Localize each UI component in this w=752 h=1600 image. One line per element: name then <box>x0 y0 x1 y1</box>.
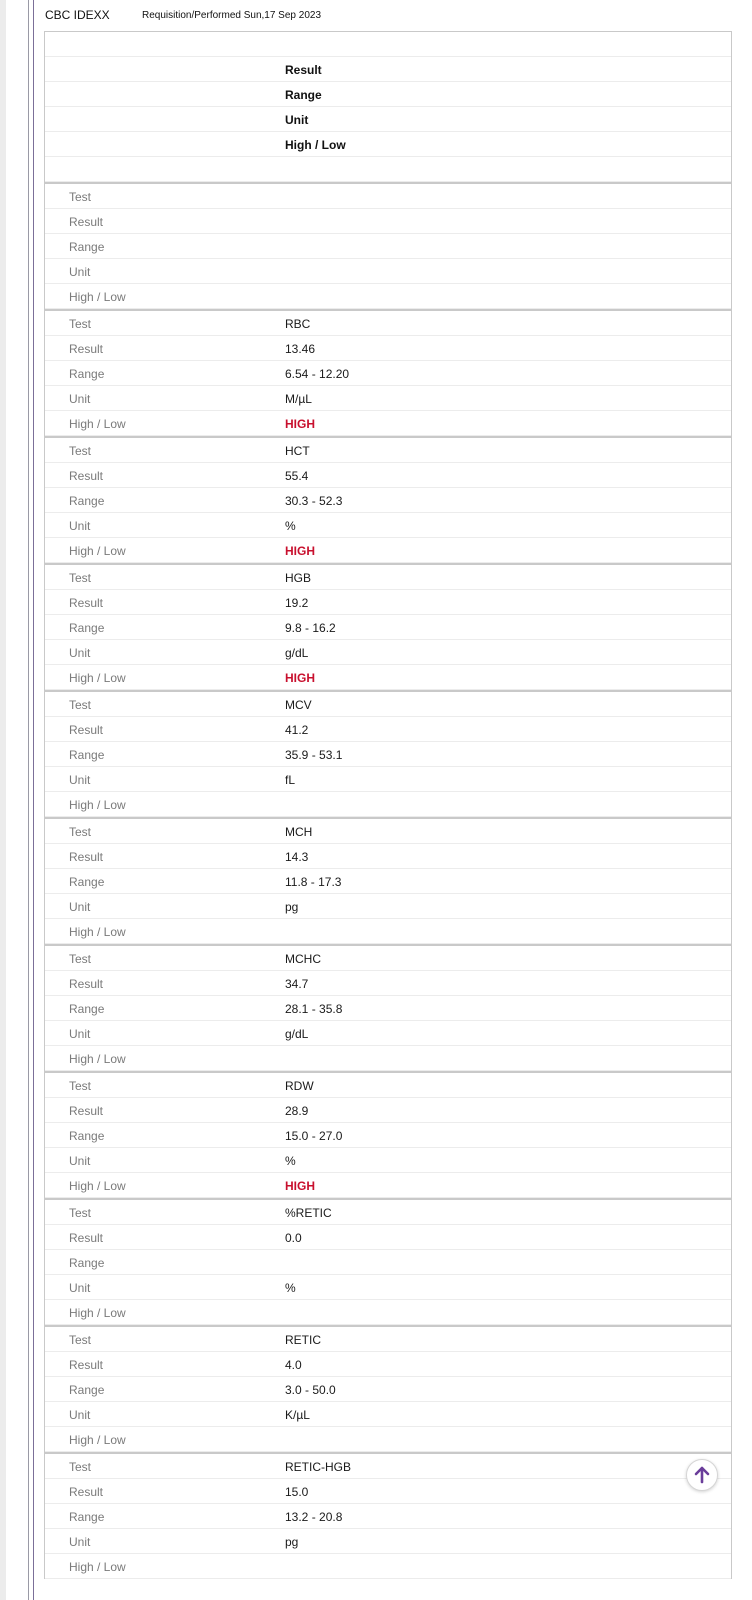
high-low-flag: HIGH <box>285 544 315 558</box>
row-label: Result <box>69 596 104 610</box>
row-label: High / Low <box>69 1433 126 1447</box>
row-label: Test <box>69 1460 92 1474</box>
table-row <box>45 438 731 463</box>
table-row <box>45 361 731 386</box>
test-test: RETIC <box>285 1333 321 1347</box>
row-label: Range <box>69 875 105 889</box>
row-label: Unit <box>69 1408 91 1422</box>
left-rule <box>28 0 29 1600</box>
table-row <box>45 1504 731 1529</box>
row-label: Unit <box>69 392 91 406</box>
test-result: 34.7 <box>285 977 309 991</box>
table-header-row <box>45 107 731 132</box>
test-range: 3.0 - 50.0 <box>285 1383 336 1397</box>
test-range: 30.3 - 52.3 <box>285 494 343 508</box>
table-row <box>45 1275 731 1300</box>
table-row <box>45 615 731 640</box>
row-label: High / Low <box>69 417 126 431</box>
test-test: MCV <box>285 698 312 712</box>
test-result: 19.2 <box>285 596 309 610</box>
row-label: Range <box>69 1002 105 1016</box>
test-group <box>45 563 731 690</box>
row-label: Test <box>69 952 92 966</box>
table-row <box>45 1454 731 1479</box>
table-row <box>45 1300 731 1325</box>
test-range: 35.9 - 53.1 <box>285 748 343 762</box>
table-row <box>45 209 731 234</box>
table-row <box>45 1200 731 1225</box>
test-test: %RETIC <box>285 1206 332 1220</box>
table-row <box>45 565 731 590</box>
left-rule-accent <box>33 0 34 1600</box>
table-row <box>45 767 731 792</box>
test-group <box>45 690 731 817</box>
table-row <box>45 894 731 919</box>
row-label: Unit <box>69 646 91 660</box>
row-label: Test <box>69 190 92 204</box>
test-unit: % <box>285 1154 296 1168</box>
table-row <box>45 1327 731 1352</box>
table-row <box>45 1046 731 1071</box>
test-unit: fL <box>285 773 296 787</box>
test-test: MCHC <box>285 952 321 966</box>
table-row <box>45 692 731 717</box>
row-label: Test <box>69 1079 92 1093</box>
row-label: Unit <box>69 1535 91 1549</box>
row-label: Unit <box>69 265 91 279</box>
row-label: Range <box>69 621 105 635</box>
row-label: High / Low <box>69 925 126 939</box>
table-row <box>45 463 731 488</box>
test-test: RBC <box>285 317 311 331</box>
test-range: 28.1 - 35.8 <box>285 1002 343 1016</box>
row-label: Result <box>69 1104 104 1118</box>
row-label: Range <box>69 1383 105 1397</box>
test-group <box>45 436 731 563</box>
test-unit: % <box>285 1281 296 1295</box>
test-group <box>45 944 731 1071</box>
table-row <box>45 411 731 436</box>
table-row <box>45 1352 731 1377</box>
row-label: Unit <box>69 900 91 914</box>
test-unit: g/dL <box>285 1027 309 1041</box>
row-label: Result <box>69 1231 104 1245</box>
table-row <box>45 919 731 944</box>
table-row <box>45 1529 731 1554</box>
test-result: 14.3 <box>285 850 309 864</box>
report-title: CBC IDEXX <box>45 8 110 22</box>
row-label: High / Low <box>69 1560 126 1574</box>
row-label: Unit <box>69 1027 91 1041</box>
row-label: Range <box>69 240 105 254</box>
table-row <box>45 1225 731 1250</box>
row-label: Result <box>69 469 104 483</box>
table-row <box>45 869 731 894</box>
test-unit: % <box>285 519 296 533</box>
test-test: HCT <box>285 444 310 458</box>
table-row <box>45 1123 731 1148</box>
row-label: Result <box>69 977 104 991</box>
test-groups <box>45 182 731 1579</box>
table-header-row <box>45 57 731 82</box>
test-group <box>45 182 731 309</box>
test-range: 11.8 - 17.3 <box>285 875 342 889</box>
report-date: Requisition/Performed Sun,17 Sep 2023 <box>142 10 322 21</box>
table-row <box>45 1098 731 1123</box>
test-result: 41.2 <box>285 723 309 737</box>
table-row <box>45 1073 731 1098</box>
test-group <box>45 1452 731 1579</box>
table-row <box>45 717 731 742</box>
test-result: 15.0 <box>285 1485 309 1499</box>
test-group <box>45 309 731 436</box>
row-label: Result <box>69 215 104 229</box>
table-row <box>45 1377 731 1402</box>
test-unit: pg <box>285 900 299 914</box>
table-row <box>45 386 731 411</box>
test-test: MCH <box>285 825 313 839</box>
row-label: Result <box>69 342 104 356</box>
table-row <box>45 1250 731 1275</box>
row-label: Range <box>69 1510 105 1524</box>
table-row <box>45 971 731 996</box>
test-result: 28.9 <box>285 1104 309 1118</box>
row-label: Test <box>69 698 92 712</box>
test-result: 13.46 <box>285 342 316 356</box>
test-range: 9.8 - 16.2 <box>285 621 336 635</box>
table-row <box>45 488 731 513</box>
test-range: 15.0 - 27.0 <box>285 1129 343 1143</box>
row-label: High / Low <box>69 544 126 558</box>
column-header: High / Low <box>285 138 346 152</box>
table-row <box>45 792 731 817</box>
row-label: Unit <box>69 1154 91 1168</box>
table-row <box>45 946 731 971</box>
row-label: High / Low <box>69 798 126 812</box>
row-label: Range <box>69 367 105 381</box>
column-header: Unit <box>285 113 309 127</box>
table-row <box>45 996 731 1021</box>
row-label: Test <box>69 825 92 839</box>
table-row <box>45 311 731 336</box>
table-row <box>45 336 731 361</box>
table-row <box>45 590 731 615</box>
table-row <box>45 1402 731 1427</box>
row-label: Test <box>69 444 92 458</box>
arrow-up-icon <box>692 1465 712 1485</box>
table-row <box>45 1554 731 1579</box>
test-unit: K/µL <box>285 1408 310 1422</box>
test-result: 0.0 <box>285 1231 302 1245</box>
high-low-flag: HIGH <box>285 417 315 431</box>
test-result: 55.4 <box>285 469 309 483</box>
table-row <box>45 640 731 665</box>
row-label: Unit <box>69 773 91 787</box>
row-label: Result <box>69 1485 104 1499</box>
test-group <box>45 1198 731 1325</box>
test-test: RDW <box>285 1079 314 1093</box>
table-row <box>45 259 731 284</box>
left-gutter <box>0 0 6 1600</box>
test-group <box>45 1071 731 1198</box>
test-test: HGB <box>285 571 312 585</box>
table-row <box>45 665 731 690</box>
table-row <box>45 742 731 767</box>
row-label: Range <box>69 1256 105 1270</box>
table-row <box>45 1173 731 1198</box>
column-header: Range <box>285 88 322 102</box>
row-label: High / Low <box>69 671 126 685</box>
table-row <box>45 819 731 844</box>
row-label: Test <box>69 571 92 585</box>
table-row <box>45 513 731 538</box>
row-label: Result <box>69 850 104 864</box>
row-label: Unit <box>69 1281 91 1295</box>
high-low-flag: HIGH <box>285 671 315 685</box>
scroll-to-top-button[interactable] <box>686 1459 718 1491</box>
row-label: Range <box>69 494 105 508</box>
table-row <box>45 844 731 869</box>
test-range: 13.2 - 20.8 <box>285 1510 343 1524</box>
row-label: High / Low <box>69 1052 126 1066</box>
row-label: Range <box>69 1129 105 1143</box>
table-row <box>45 1148 731 1173</box>
row-label: High / Low <box>69 1179 126 1193</box>
test-test: RETIC-HGB <box>285 1460 351 1474</box>
lab-results-table <box>44 31 732 1579</box>
row-label: Test <box>69 1333 92 1347</box>
table-header-row <box>45 132 731 157</box>
row-label: Range <box>69 748 105 762</box>
row-label: Result <box>69 1358 104 1372</box>
test-group <box>45 817 731 944</box>
table-header <box>45 31 731 182</box>
test-unit: pg <box>285 1535 299 1549</box>
table-row <box>45 234 731 259</box>
test-range: 6.54 - 12.20 <box>285 367 350 381</box>
test-result: 4.0 <box>285 1358 302 1372</box>
row-label: Test <box>69 1206 92 1220</box>
test-group <box>45 1325 731 1452</box>
table-row <box>45 1021 731 1046</box>
row-label: High / Low <box>69 290 126 304</box>
row-label: Test <box>69 317 92 331</box>
table-row <box>45 184 731 209</box>
table-row <box>45 284 731 309</box>
table-header-row <box>45 82 731 107</box>
table-row <box>45 1479 731 1504</box>
test-unit: M/µL <box>285 392 312 406</box>
high-low-flag: HIGH <box>285 1179 315 1193</box>
column-header: Result <box>285 63 322 77</box>
table-row <box>45 1427 731 1452</box>
table-row <box>45 538 731 563</box>
row-label: High / Low <box>69 1306 126 1320</box>
row-label: Unit <box>69 519 91 533</box>
row-label: Result <box>69 723 104 737</box>
test-unit: g/dL <box>285 646 309 660</box>
